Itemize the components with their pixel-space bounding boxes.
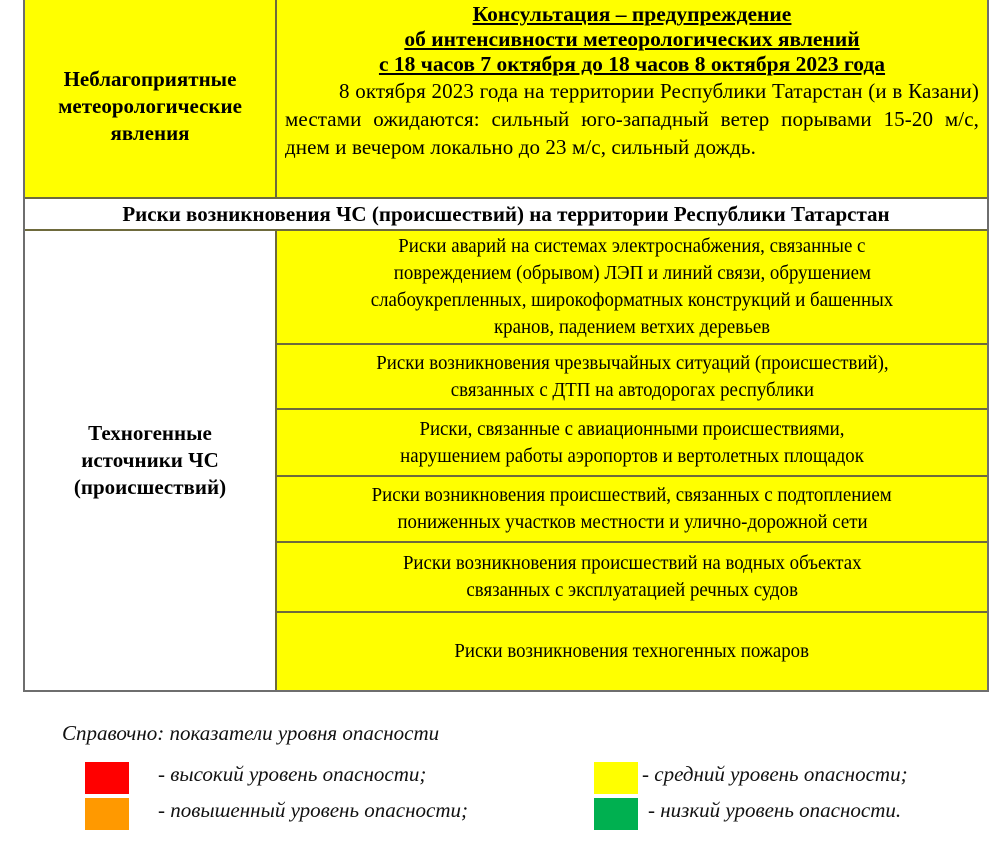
notice-title-line: Консультация – предупреждение [472, 2, 792, 26]
notice-body: 8 октября 2023 года на территории Республики Татарстан (и в Казани) местами ожидаются: сильный юго-западный ветер порывами 15-20 м/с, днем и вечером локально до 23 м/с, сильный дождь. [285, 79, 979, 159]
risk-row-flooding [277, 477, 987, 541]
risk-row-road-accidents [277, 345, 987, 408]
legend-label-elevated: - повышенный уровень опасности; [158, 798, 468, 822]
risk-line: Риски, связанные с авиационными происшествиями, [419, 417, 845, 440]
legend-swatch-high [85, 762, 129, 794]
risk-line: Риски возникновения техногенных пожаров [454, 640, 810, 662]
legend-label-high: - высокий уровень опасности; [158, 762, 427, 786]
notice-title-line: об интенсивности метеорологических явлений [404, 27, 860, 51]
risk-line: повреждением (обрывом) ЛЭП и линий связи, обрушением [393, 262, 871, 284]
risk-line: связанных с ДТП на автодорогах республики [450, 378, 814, 401]
weather-label-line: метеорологические [58, 94, 242, 118]
risk-line: слабоукрепленных, широкоформатных конструкций и башенных [370, 289, 894, 311]
risk-row-water-objects [277, 543, 987, 611]
risk-row-aviation [277, 410, 987, 475]
risk-line: кранов, падением ветхих деревьев [493, 316, 771, 338]
risk-line: Риски возникновения чрезвычайных ситуаций (происшествий), [375, 351, 889, 374]
weather-phenomena-label [25, 0, 275, 197]
risk-line: Риски возникновения происшествий на водных объектах [402, 552, 862, 574]
risk-line: нарушением работы аэропортов и вертолетных площадок [400, 444, 864, 467]
notice-title [285, 2, 979, 77]
technogenic-sources-label [25, 231, 275, 690]
legend-label-medium: - средний уровень опасности; [642, 762, 908, 786]
risk-line: Риски аварий на системах электроснабжения, связанные с [398, 235, 866, 257]
weather-label-line: Неблагоприятные [63, 67, 237, 91]
tech-label-line: Техногенные [88, 421, 212, 445]
risk-line: связанных с эксплуатацией речных судов [466, 579, 798, 601]
legend-title: Справочно: показатели уровня опасности [62, 721, 440, 745]
weather-notice [277, 0, 987, 197]
risk-line: пониженных участков местности и улично-дорожной сети [396, 511, 868, 533]
risk-line: Риски возникновения происшествий, связанных с подтоплением [371, 484, 893, 506]
risks-header: Риски возникновения ЧС (происшествий) на территории Республики Татарстан [25, 199, 987, 229]
legend-swatch-medium [594, 762, 638, 794]
legend-swatch-low [594, 798, 638, 830]
risk-table [23, 0, 989, 692]
risk-row-power-lines [277, 231, 987, 343]
notice-title-line: с 18 часов 7 октября до 18 часов 8 октября 2023 года [378, 52, 886, 76]
tech-label-line: источники ЧС [81, 448, 219, 472]
risk-row-fires [277, 613, 987, 690]
legend-label-low: - низкий уровень опасности. [648, 798, 902, 822]
tech-label-line: (происшествий) [73, 475, 227, 499]
weather-label-line: явления [110, 121, 190, 145]
legend-swatch-elevated [85, 798, 129, 830]
